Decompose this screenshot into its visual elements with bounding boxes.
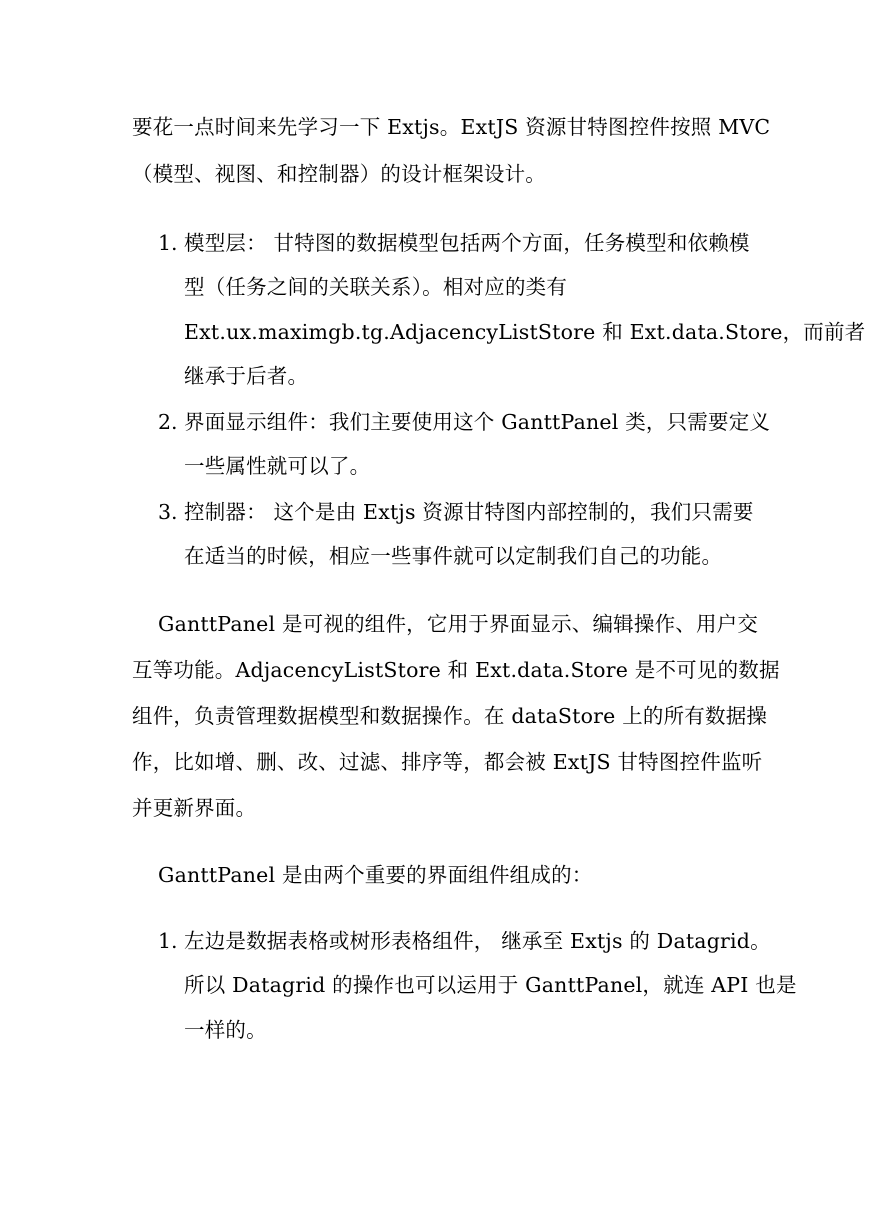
paragraph-line: GanttPanel 是可视的组件，它用于界面显示、编辑操作、用户交 [158, 612, 759, 636]
list-item-line: 一样的。 [184, 1018, 267, 1042]
paragraph-line: 组件，负责管理数据模型和数据操作。在 dataStore 上的所有数据操 [132, 704, 768, 728]
list-item-line: 所以 Datagrid 的操作也可以运用于 GanttPanel，就连 API 也是 [184, 973, 797, 997]
list-item-line: 左边是数据表格或树形表格组件， 继承至 Extjs 的 Datagrid。 [184, 929, 771, 953]
paragraph-line: 并更新界面。 [132, 796, 257, 820]
list-number: 1. [158, 929, 178, 953]
list-number: 1. [158, 231, 178, 255]
list-item-line: 型（任务之间的关联关系）。相对应的类有 [184, 275, 568, 299]
list-number: 2. [158, 410, 178, 434]
list-item-line: 在适当的时候，相应一些事件就可以定制我们自己的功能。 [184, 544, 723, 568]
intro-line: （模型、视图、和控制器）的设计框架设计。 [132, 162, 546, 186]
intro-line: 要花一点时间来先学习一下 Extjs。ExtJS 资源甘特图控件按照 MVC [132, 115, 771, 139]
list-item-line: 界面显示组件：我们主要使用这个 GanttPanel 类，只需要定义 [184, 410, 771, 434]
paragraph-line: 互等功能。AdjacencyListStore 和 Ext.data.Store 是不可见的数据 [132, 658, 780, 682]
list-item-line: 继承于后者。 [184, 364, 309, 388]
paragraph-line: 作，比如增、删、改、过滤、排序等，都会被 ExtJS 甘特图控件监听 [132, 750, 763, 774]
list-item-line: 模型层： 甘特图的数据模型包括两个方面，任务模型和依赖模 [184, 231, 750, 255]
list-item-line: 控制器： 这个是由 Extjs 资源甘特图内部控制的，我们只需要 [184, 500, 754, 524]
list-number: 3. [158, 500, 178, 524]
list-item-line: Ext.ux.maximgb.tg.AdjacencyListStore 和 Ext.data.Store，而前者 [184, 320, 866, 344]
list-item-line: 一些属性就可以了。 [184, 454, 371, 478]
paragraph-line: GanttPanel 是由两个重要的界面组件组成的： [158, 863, 593, 887]
